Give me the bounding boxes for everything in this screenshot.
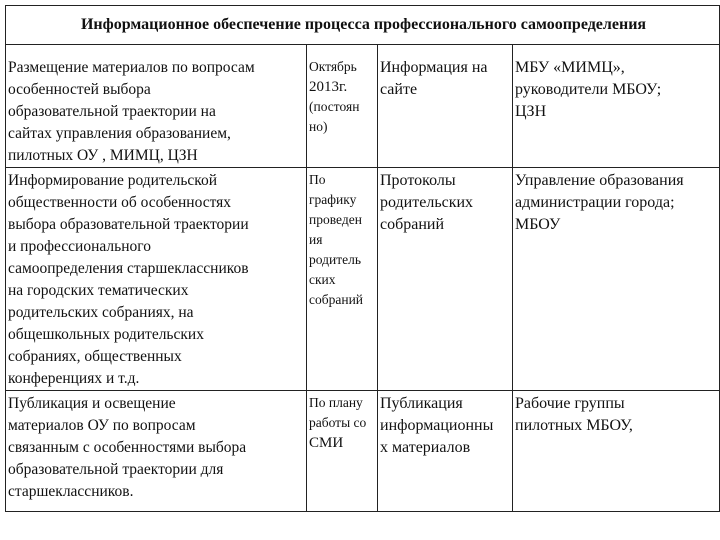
table-header-row <box>6 6 720 45</box>
text-line: 2013г. <box>309 79 348 95</box>
text-line: Рабочие группы <box>515 395 625 412</box>
text-line: МБОУ <box>515 216 561 233</box>
text-line: выбора образовательной траектории <box>8 216 249 233</box>
text-line: самоопределения старшеклассников <box>8 260 249 277</box>
table-row <box>6 391 720 512</box>
timing-cell <box>307 168 378 391</box>
text-line: но) <box>309 119 328 134</box>
text-line: конференциях и т.д. <box>8 370 140 387</box>
text-line: пилотных МБОУ, <box>515 417 633 434</box>
text-line: Информация на <box>380 59 488 76</box>
activity-cell <box>6 45 307 168</box>
text-line: на городских тематических <box>8 282 189 299</box>
text-line: По <box>309 172 326 187</box>
text-line: и профессионального <box>8 238 151 255</box>
text-line: Публикация <box>380 395 463 412</box>
text-line: руководители МБОУ; <box>515 81 662 98</box>
text-line: ских <box>309 272 336 287</box>
activity-cell <box>6 391 307 512</box>
text-line: старшеклассников. <box>8 483 134 500</box>
text-line: материалов ОУ по вопросам <box>8 417 196 434</box>
text-line: МБУ «МИМЦ», <box>515 59 625 76</box>
text-line: Информирование родительской <box>8 172 218 189</box>
text-line: Протоколы <box>380 172 456 189</box>
timing-cell <box>307 391 378 512</box>
text-line: Публикация и освещение <box>8 395 176 412</box>
text-line: Октябрь <box>309 59 357 74</box>
text-line: собраний <box>309 292 364 307</box>
text-line: работы со <box>309 415 367 430</box>
result-cell <box>378 45 513 168</box>
text-line: СМИ <box>309 435 344 451</box>
text-line: проведен <box>309 212 362 227</box>
text-line: образовательной траектории для <box>8 461 224 478</box>
result-cell <box>378 168 513 391</box>
text-line: родитель <box>309 252 361 267</box>
text-line: общешкольных родительских <box>8 326 204 343</box>
text-line: общественности об особенностях <box>8 194 232 211</box>
responsible-cell <box>513 45 720 168</box>
text-line: ия <box>309 232 323 247</box>
text-line: графику <box>309 192 357 207</box>
text-line: особенностей выбора <box>8 81 151 98</box>
activity-cell <box>6 168 307 391</box>
text-line: ЦЗН <box>515 103 547 120</box>
text-line: (постоян <box>309 99 360 114</box>
responsible-cell <box>513 168 720 391</box>
text-line: родительских <box>380 194 474 211</box>
table-row <box>6 168 720 391</box>
text-line: собраний <box>380 216 445 233</box>
info-support-table <box>5 5 720 512</box>
result-cell <box>378 391 513 512</box>
text-line: По плану <box>309 395 363 410</box>
text-line: сайте <box>380 81 418 98</box>
text-line: сайтах управления образованием, <box>8 125 231 142</box>
table-title: Информационное обеспечение процесса профессионального самоопределения <box>6 6 720 45</box>
responsible-cell <box>513 391 720 512</box>
text-line: связанным с особенностями выбора <box>8 439 247 456</box>
text-line: информационны <box>380 417 494 434</box>
text-line: администрации города; <box>515 194 675 211</box>
text-line: Управление образования <box>515 172 684 189</box>
text-line: х материалов <box>380 439 471 456</box>
table-row <box>6 45 720 168</box>
text-line: образовательной траектории на <box>8 103 216 120</box>
text-line: пилотных ОУ , МИМЦ, ЦЗН <box>8 147 198 164</box>
text-line: родительских собраниях, на <box>8 304 194 321</box>
text-line: Размещение материалов по вопросам <box>8 59 255 76</box>
text-line: собраниях, общественных <box>8 348 182 365</box>
timing-cell <box>307 45 378 168</box>
